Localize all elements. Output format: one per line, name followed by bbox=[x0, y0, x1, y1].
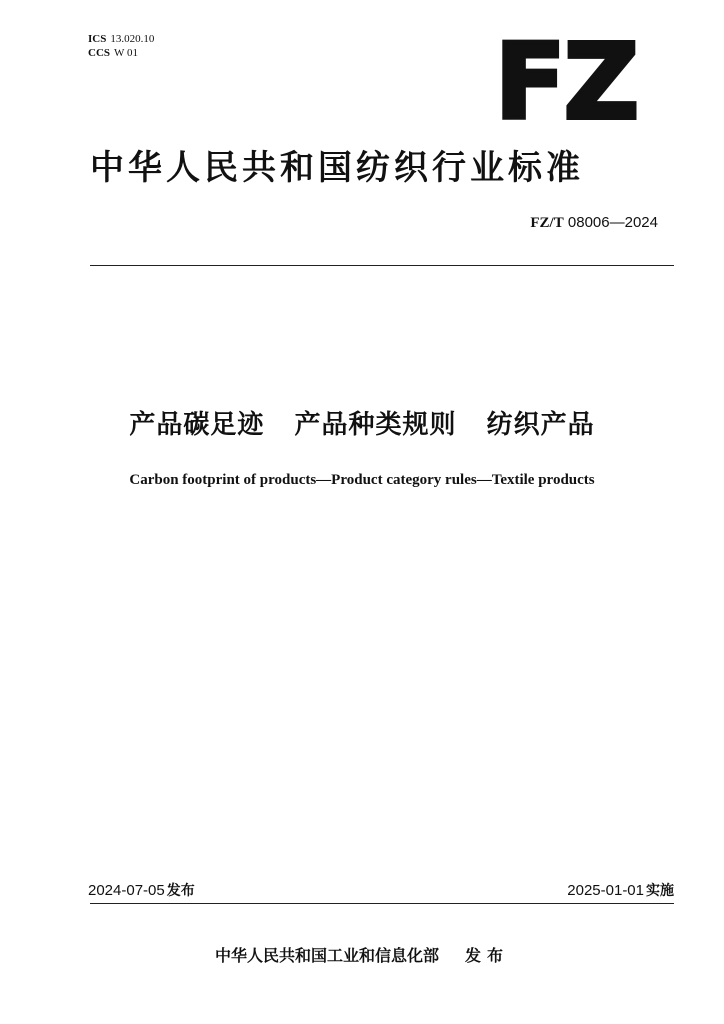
fz-logo-text: FZ bbox=[494, 30, 638, 126]
bottom-divider bbox=[90, 903, 674, 904]
standard-type-heading: 中华人民共和国纺织行业标准 bbox=[90, 148, 584, 188]
title-chinese: 产品碳足迹 产品种类规则 纺织产品 bbox=[129, 410, 595, 440]
ics-code: 13.020.10 bbox=[110, 33, 155, 45]
standard-number-prefix: FZ/T bbox=[530, 215, 564, 231]
issue-date bbox=[88, 880, 195, 900]
ccs-label: CCS bbox=[88, 47, 111, 59]
implementation-date bbox=[567, 880, 674, 900]
ccs-code: W 01 bbox=[114, 47, 138, 59]
issue-date-label: 发布 bbox=[166, 883, 195, 899]
issuer-name: 中华人民共和国工业和信息化部 bbox=[214, 946, 439, 965]
issuing-authority bbox=[0, 943, 724, 966]
standard-number-value: 08006—2024 bbox=[567, 214, 658, 231]
classification-codes bbox=[88, 32, 154, 60]
ccs-code-row bbox=[88, 46, 154, 60]
implementation-date-label: 实施 bbox=[646, 883, 674, 899]
ics-code-row bbox=[88, 32, 154, 46]
ics-label: ICS bbox=[88, 33, 107, 45]
top-divider bbox=[90, 265, 674, 266]
standard-number bbox=[530, 214, 658, 232]
title-english: Carbon footprint of products—Product category rules—Textile products bbox=[129, 472, 595, 488]
issuer-action: 发布 bbox=[465, 946, 510, 965]
issue-date-value: 2024-07-05 bbox=[88, 882, 165, 899]
implementation-date-value: 2025-01-01 bbox=[567, 882, 644, 899]
fz-logo bbox=[486, 30, 646, 126]
